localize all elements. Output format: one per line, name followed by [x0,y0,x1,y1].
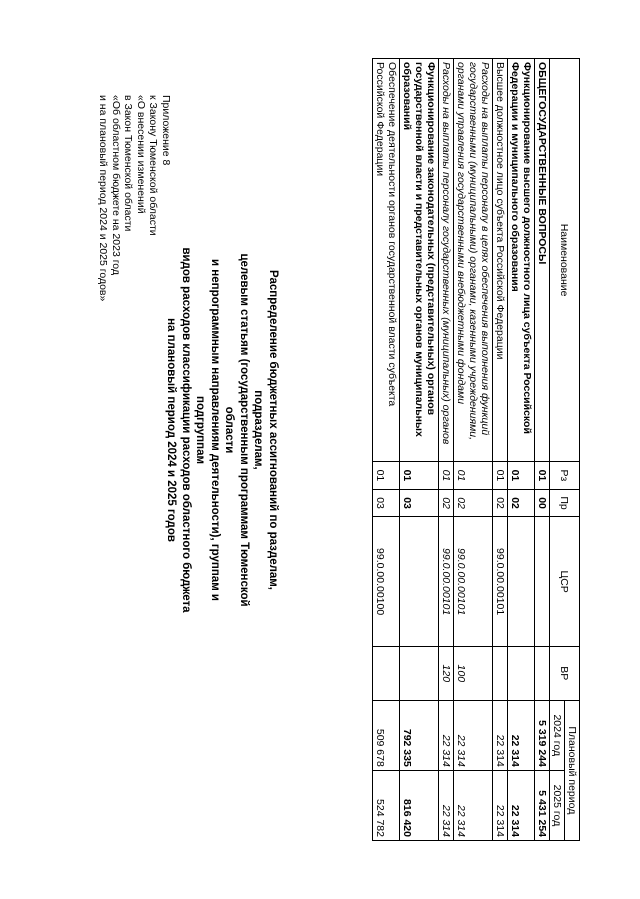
cell-vr: 100 [454,646,493,700]
cell-rz: 01 [400,462,439,489]
budget-table [372,58,580,841]
cell-2024: 22 314 [508,700,535,770]
cell-name: ОБЩЕГОСУДАРСТВЕННЫЕ ВОПРОСЫ [535,59,550,462]
cell-rz: 01 [508,462,535,489]
cell-pr: 03 [373,489,400,517]
cell-pr: 02 [493,489,508,517]
cell-rz: 01 [454,462,493,489]
cell-2024: 22 314 [493,700,508,770]
cell-2024: 792 335 [400,700,439,770]
cell-vr [493,646,508,700]
table-row [373,59,400,841]
appendix-line: и на плановый период 2024 и 2025 годов» [97,95,110,302]
cell-csr: 99.0.00.00101 [454,517,493,646]
header-vr: ВР [550,646,580,700]
appendix-line: «О внесении изменений [134,95,147,214]
cell-csr [508,517,535,646]
table-header [550,59,580,841]
cell-name: Обеспечение деятельности органов государственной власти субъекта Российской Федерации [373,59,400,462]
header-2024: 2024 год [550,700,565,770]
title-line: и непрограммным направлениям деятельности), группам и подгруппам [194,259,221,601]
title-line: на плановый период 2024 и 2025 годов [165,318,178,542]
cell-rz: 01 [535,462,550,489]
cell-csr: 99.0.00.00101 [493,517,508,646]
header-csr: ЦСР [550,517,580,646]
appendix-line: в Закон Тюменской области [122,95,135,232]
table-row [439,59,454,841]
cell-name: Расходы на выплаты персоналу государственных (муниципальных) органов [439,59,454,462]
appendix-note [96,95,172,455]
title-line: Распределение бюджетных ассигнований по разделам, подразделам, [252,270,279,590]
table-row [535,59,550,841]
table-body [373,59,550,841]
cell-2025: 22 314 [508,770,535,840]
cell-vr [508,646,535,700]
cell-vr [373,646,400,700]
title-line: целевым статьям (государственным программам Тюменской области [223,253,250,607]
table-row [493,59,508,841]
cell-name: Высшее должностное лицо субъекта Российской Федерации [493,59,508,462]
cell-2024: 22 314 [439,700,454,770]
cell-name: Функционирование законодательных (представительных) органов государственной власти и представительных органов муниципальных образований [400,59,439,462]
cell-2025: 524 782 [373,770,400,840]
cell-vr [400,646,439,700]
cell-csr: 99.0.00.00101 [439,517,454,646]
cell-pr: 03 [400,489,439,517]
header-period: Плановый период [565,700,580,840]
cell-2024: 509 678 [373,700,400,770]
header-name: Наименование [550,59,580,462]
cell-2025: 816 420 [400,770,439,840]
cell-pr: 02 [454,489,493,517]
header-rz: Рз [550,462,580,489]
cell-2025: 22 314 [454,770,493,840]
appendix-line: «Об областном бюджете на 2023 год [109,95,122,276]
table-row [454,59,493,841]
cell-name: Функционирование высшего должностного лица субъекта Российской Федерации и муниципального образования [508,59,535,462]
cell-vr: 120 [439,646,454,700]
cell-csr [400,517,439,646]
appendix-line: Приложение 8 [160,95,172,166]
cell-rz: 01 [493,462,508,489]
cell-2024: 5 319 244 [535,700,550,770]
cell-rz: 01 [439,462,454,489]
appendix-line: к Закону Тюменской области [147,95,160,236]
cell-name: Расходы на выплаты персоналу в целях обеспечения выполнения функций государственными (муниципальными) органами, казенными учреждениями, органами управления государственными внебюджетными фондами [454,59,493,462]
header-row [565,59,580,841]
title-line: видов расходов классификации расходов областного бюджета [180,247,192,613]
cell-vr [535,646,550,700]
cell-2025: 22 314 [493,770,508,840]
cell-pr: 02 [508,489,535,517]
table-row [400,59,439,841]
cell-rz: 01 [373,462,400,489]
cell-csr [535,517,550,646]
header-pr: Пр [550,489,580,517]
cell-2025: 22 314 [439,770,454,840]
cell-2024: 22 314 [454,700,493,770]
cell-csr: 99.0.00.00100 [373,517,400,646]
header-2025: 2025 год [550,770,565,840]
cell-2025: 5 431 254 [535,770,550,840]
document-title [164,230,280,630]
table-row [508,59,535,841]
cell-pr: 02 [439,489,454,517]
cell-pr: 00 [535,489,550,517]
